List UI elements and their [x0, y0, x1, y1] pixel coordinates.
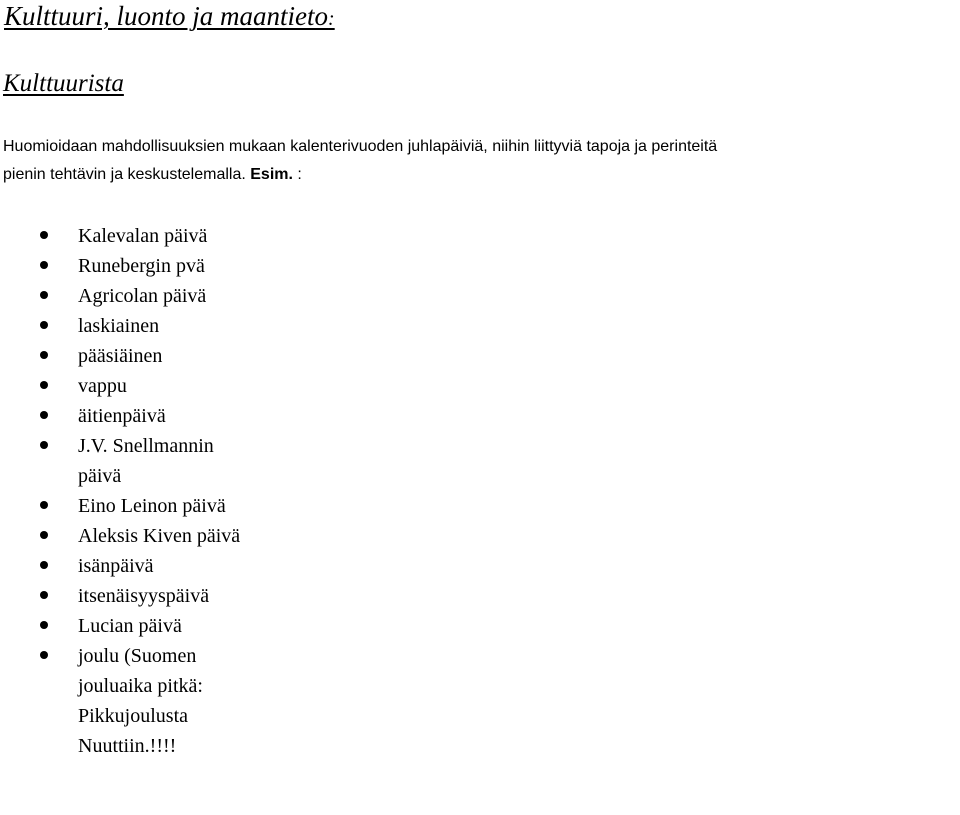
holiday-list [0, 221, 300, 761]
list-item-text: Agricolan päivä [78, 285, 207, 307]
list-item [0, 311, 250, 341]
intro-example-label: Esim. [250, 166, 293, 183]
list-item [0, 341, 250, 371]
bullet-icon [40, 411, 48, 419]
list-item [0, 581, 250, 611]
intro-line-1: Huomioidaan mahdollisuuksien mukaan kalenterivuoden juhlapäiviä, niihin liittyviä tapoja ja perinteitä [3, 138, 718, 155]
bullet-icon [40, 291, 48, 299]
list-item [0, 281, 250, 311]
list-item-text: vappu [78, 375, 127, 397]
intro-line-2-tail: : [292, 166, 302, 183]
bullet-icon [40, 381, 48, 389]
list-item [0, 521, 250, 551]
page-title [4, 0, 335, 37]
bullet-icon [40, 621, 48, 629]
bullet-icon [40, 321, 48, 329]
list-item-text: pääsiäinen [78, 345, 163, 367]
list-item [0, 611, 250, 641]
list-item [0, 431, 250, 491]
list-item [0, 401, 250, 431]
list-item-text: joulu (Suomen jouluaika pitkä: Pikkujoulusta Nuuttiin.!!!! [78, 645, 203, 757]
list-item-text: Runebergin pvä [78, 255, 205, 277]
list-item [0, 641, 250, 761]
bullet-icon [40, 231, 48, 239]
section-title: Kulttuurista [3, 70, 124, 97]
list-item-text: Aleksis Kiven päivä [78, 525, 241, 547]
bullet-icon [40, 561, 48, 569]
bullet-icon [40, 441, 48, 449]
bullet-icon [40, 261, 48, 269]
list-item-text: laskiainen [78, 315, 160, 337]
list-item [0, 551, 250, 581]
bullet-icon [40, 501, 48, 509]
bullet-icon [40, 591, 48, 599]
bullet-icon [40, 351, 48, 359]
list-item-text: itsenäisyyspäivä [78, 585, 210, 607]
page-title-text: Kulttuuri, luonto ja maantieto [4, 1, 329, 31]
list-item-text: äitienpäivä [78, 405, 166, 427]
intro-line-2-text: pienin tehtävin ja keskustelemalla. [3, 166, 251, 183]
list-item [0, 221, 250, 251]
bullet-icon [40, 531, 48, 539]
intro-paragraph [3, 133, 960, 189]
list-item [0, 491, 250, 521]
list-item-text: Kalevalan päivä [78, 225, 208, 247]
list-item [0, 371, 250, 401]
page-title-colon: : [328, 8, 335, 30]
list-item-text: Lucian päivä [78, 615, 182, 637]
intro-line-2 [3, 161, 960, 189]
list-item-text: Eino Leinon päivä [78, 495, 226, 517]
list-item [0, 251, 250, 281]
list-item-text: J.V. Snellmannin päivä [78, 435, 214, 487]
list-item-text: isänpäivä [78, 555, 154, 577]
bullet-icon [40, 651, 48, 659]
